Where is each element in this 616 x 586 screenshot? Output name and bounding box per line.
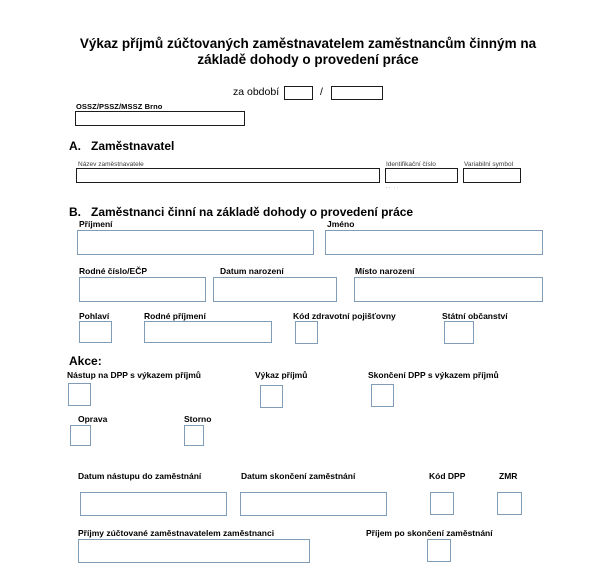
dpp-code-field[interactable] bbox=[430, 492, 454, 515]
birth-surname-label: Rodné příjmení bbox=[144, 311, 206, 321]
birth-place-field[interactable] bbox=[354, 277, 543, 302]
sex-field[interactable] bbox=[79, 321, 112, 343]
birth-number-field[interactable] bbox=[79, 277, 206, 302]
birth-date-label: Datum narození bbox=[220, 266, 284, 276]
office-field[interactable] bbox=[75, 111, 245, 126]
sex-label: Pohlaví bbox=[79, 311, 110, 321]
id-number-label: Identifikační číslo bbox=[386, 161, 436, 168]
period-separator: / bbox=[320, 86, 323, 98]
variable-symbol-label: Variabilní symbol bbox=[464, 161, 514, 168]
income-after-end-label: Příjem po skončení zaměstnání bbox=[366, 528, 493, 538]
section-a-letter: A. bbox=[69, 139, 81, 153]
zmr-label: ZMR bbox=[499, 471, 518, 481]
birth-date-field[interactable] bbox=[213, 277, 337, 302]
employment-start-date-label: Datum nástupu do zaměstnání bbox=[78, 471, 202, 481]
end-dpp-label: Skončení DPP s výkazem příjmů bbox=[368, 370, 499, 380]
surname-field[interactable] bbox=[77, 230, 314, 255]
section-a-title: Zaměstnavatel bbox=[91, 139, 175, 153]
citizenship-label: Státní občanství bbox=[442, 311, 508, 321]
correction-checkbox[interactable] bbox=[70, 425, 91, 446]
period-year-field[interactable] bbox=[331, 86, 383, 100]
dpp-code-label: Kód DPP bbox=[429, 471, 466, 481]
citizenship-field[interactable] bbox=[444, 321, 474, 344]
health-insurance-code-field[interactable] bbox=[295, 321, 318, 344]
birth-place-label: Místo narození bbox=[355, 266, 415, 276]
employer-name-label: Název zaměstnavatele bbox=[78, 161, 144, 168]
start-dpp-checkbox[interactable] bbox=[68, 383, 91, 406]
first-name-label: Jméno bbox=[327, 219, 355, 229]
first-name-field[interactable] bbox=[325, 230, 543, 255]
variable-symbol-field[interactable] bbox=[463, 168, 521, 183]
health-insurance-code-label: Kód zdravotní pojišťovny bbox=[293, 311, 396, 321]
income-report-checkbox[interactable] bbox=[260, 385, 283, 408]
clipped-text-artifact: -· ·· bbox=[386, 185, 400, 191]
section-b-heading bbox=[69, 205, 413, 219]
form-title: Výkaz příjmů zúčtovaných zaměstnavatelem zaměstnancům činným na základě dohody o provedení práce bbox=[79, 36, 537, 67]
id-number-field[interactable] bbox=[385, 168, 458, 183]
surname-label: Příjmení bbox=[79, 219, 113, 229]
income-field[interactable] bbox=[78, 539, 310, 563]
cancellation-checkbox[interactable] bbox=[184, 425, 204, 446]
office-label: OSSZ/PSSZ/MSSZ Brno bbox=[76, 102, 163, 111]
employment-end-date-label: Datum skončení zaměstnání bbox=[241, 471, 356, 481]
employer-name-field[interactable] bbox=[76, 168, 380, 183]
income-label: Příjmy zúčtované zaměstnavatelem zaměstnanci bbox=[78, 528, 275, 538]
period-label: za období bbox=[233, 86, 280, 98]
actions-heading: Akce: bbox=[69, 354, 102, 368]
section-a-heading bbox=[69, 139, 174, 153]
zmr-field[interactable] bbox=[497, 492, 522, 515]
income-report-label: Výkaz příjmů bbox=[255, 370, 308, 380]
period-month-field[interactable] bbox=[284, 86, 313, 100]
income-after-end-checkbox[interactable] bbox=[427, 539, 451, 562]
end-dpp-checkbox[interactable] bbox=[371, 384, 394, 407]
start-dpp-label: Nástup na DPP s výkazem příjmů bbox=[67, 370, 202, 380]
cancellation-label: Storno bbox=[184, 414, 212, 424]
section-b-letter: B. bbox=[69, 205, 81, 219]
birth-number-label: Rodné číslo/EČP bbox=[79, 266, 148, 276]
section-b-title: Zaměstnanci činní na základě dohody o provedení práce bbox=[91, 205, 414, 219]
birth-surname-field[interactable] bbox=[144, 321, 272, 343]
employment-start-date-field[interactable] bbox=[80, 492, 227, 516]
correction-label: Oprava bbox=[78, 414, 108, 424]
employment-end-date-field[interactable] bbox=[240, 492, 387, 516]
